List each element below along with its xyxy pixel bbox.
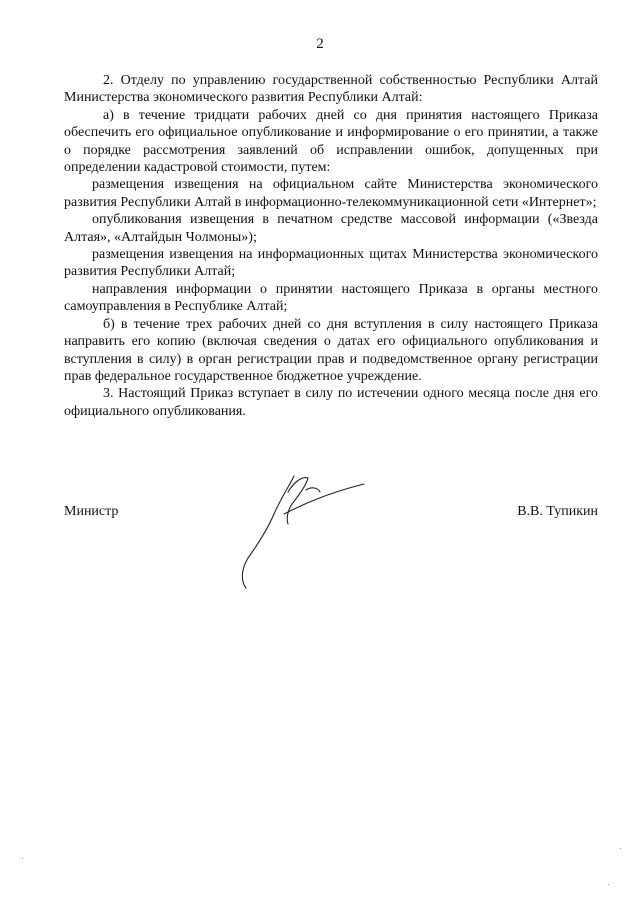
scan-speck (22, 858, 23, 859)
paragraph-subitem-a: а) в течение тридцати рабочих дней со дня принятия настоящего Приказа обеспечить его официальное опубликование и информирование о его принятии, а также о порядке рассмотрения заявлений об исправлении ошибок, допущенных при определении кадастровой стоимости, путем: (64, 107, 598, 176)
page-number: 2 (316, 36, 324, 52)
paragraph-item-2: 2. Отделу по управлению государственной собственностью Республики Алтай Министерства экономического развития Республики Алтай: (64, 73, 598, 106)
paragraph-method-print: опубликования извещения в печатном средстве массовой информации («Звезда Алтая», «Алтайдын Чолмоны»); (64, 212, 598, 245)
paragraph-method-local-gov: направления информации о принятии настоящего Приказа в органы местного самоуправления в Республике Алтай; (64, 281, 598, 315)
scan-speck (608, 884, 609, 885)
paragraph-subitem-b: б) в течение трех рабочих дней со дня вступления в силу настоящего Приказа направить его копию (включая сведения о датах его официального опубликования и вступления в силу) в орган регистрации прав и подведомственное органу регистрации прав федеральное государственное бюджетное учреждение. (64, 316, 598, 384)
paragraph-item-3: 3. Настоящий Приказ вступает в силу по истечении одного месяца после дня его официального опубликования. (64, 386, 598, 419)
handwritten-signature (228, 470, 368, 592)
scan-speck (620, 848, 621, 849)
signatory-name: В.В. Тупикин (517, 504, 598, 519)
signatory-position: Министр (64, 504, 119, 519)
paragraph-method-boards: размещения извещения на информационных щитах Министерства экономического развития Республики Алтай; (64, 247, 598, 280)
document-body (64, 72, 598, 420)
paragraph-method-website: размещения извещения на официальном сайте Министерства экономического развития Республики Алтай в информационно-телекоммуникационной сети «Интернет»; (64, 177, 598, 210)
